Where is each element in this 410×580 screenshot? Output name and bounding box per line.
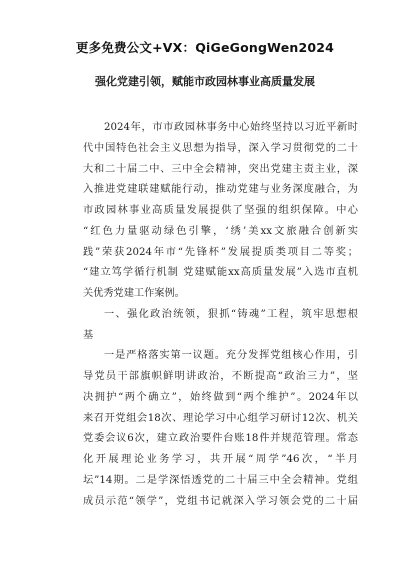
body-line: 导党员干部旗帜鲜明讲政治，不断提高“政治三力”，坚 [83, 371, 358, 382]
body-line: 市政园林事业高质量发展提供了坚强的组织保障。中心 [83, 205, 358, 216]
body-line: “红色力量驱动绿色引擎，‘绣’美xx文旅融合创新实 [83, 225, 358, 237]
body-line: 化开展理论业务学习，共开展“周学”46次，“半月 [83, 454, 358, 465]
body-line: 坛”14期。二是学深悟透党的二十届三中全会精神。党组 [83, 474, 358, 486]
body-line: 入推进党建联建赋能行动，推动党建与业务深度融合，为 [83, 184, 358, 196]
body-line: 成员示范“领学”，党组书记就深入学习领会党的二十届 [83, 495, 358, 507]
body-line: 2024年，市市政园林事务中心始终坚持以习近平新时 [104, 122, 358, 133]
document-body [83, 118, 358, 512]
body-line: 党委会议6次，建立政治要件台账18件并规范管理。常态 [83, 433, 358, 445]
body-line: 大和二十届二中、三中全会精神，突出党建主责主业，深 [83, 163, 358, 175]
section-heading-line: 一、强化政治统领，狠抓“铸魂”工程，筑牢思想根 [104, 308, 358, 320]
header-watermark: 更多免费公文+VX：QiGeGongWen2024 [75, 40, 335, 55]
body-line: 代中国特色社会主义思想为指导，深入学习贯彻党的二十 [83, 142, 358, 154]
section-heading-line: 基 [83, 329, 94, 341]
body-line: 来召开党组会18次、理论学习中心组学习研讨12次、机关 [83, 412, 358, 424]
document-title: 强化党建引领，赋能市政园林事业高质量发展 [95, 75, 315, 88]
body-line: 决拥护“两个确立”，始终做到“两个维护”。2024年以 [83, 391, 358, 403]
body-line: 关优秀党建工作案例。 [83, 288, 185, 299]
body-line: 践”荣获2024年市“先锋杯”发展提质类项目二等奖； [83, 246, 358, 258]
body-line: 一是严格落实第一议题。充分发挥党组核心作用，引 [104, 350, 358, 362]
body-line: “建立笃学循行机制 党建赋能xx高质量发展”入选市直机 [83, 267, 358, 279]
